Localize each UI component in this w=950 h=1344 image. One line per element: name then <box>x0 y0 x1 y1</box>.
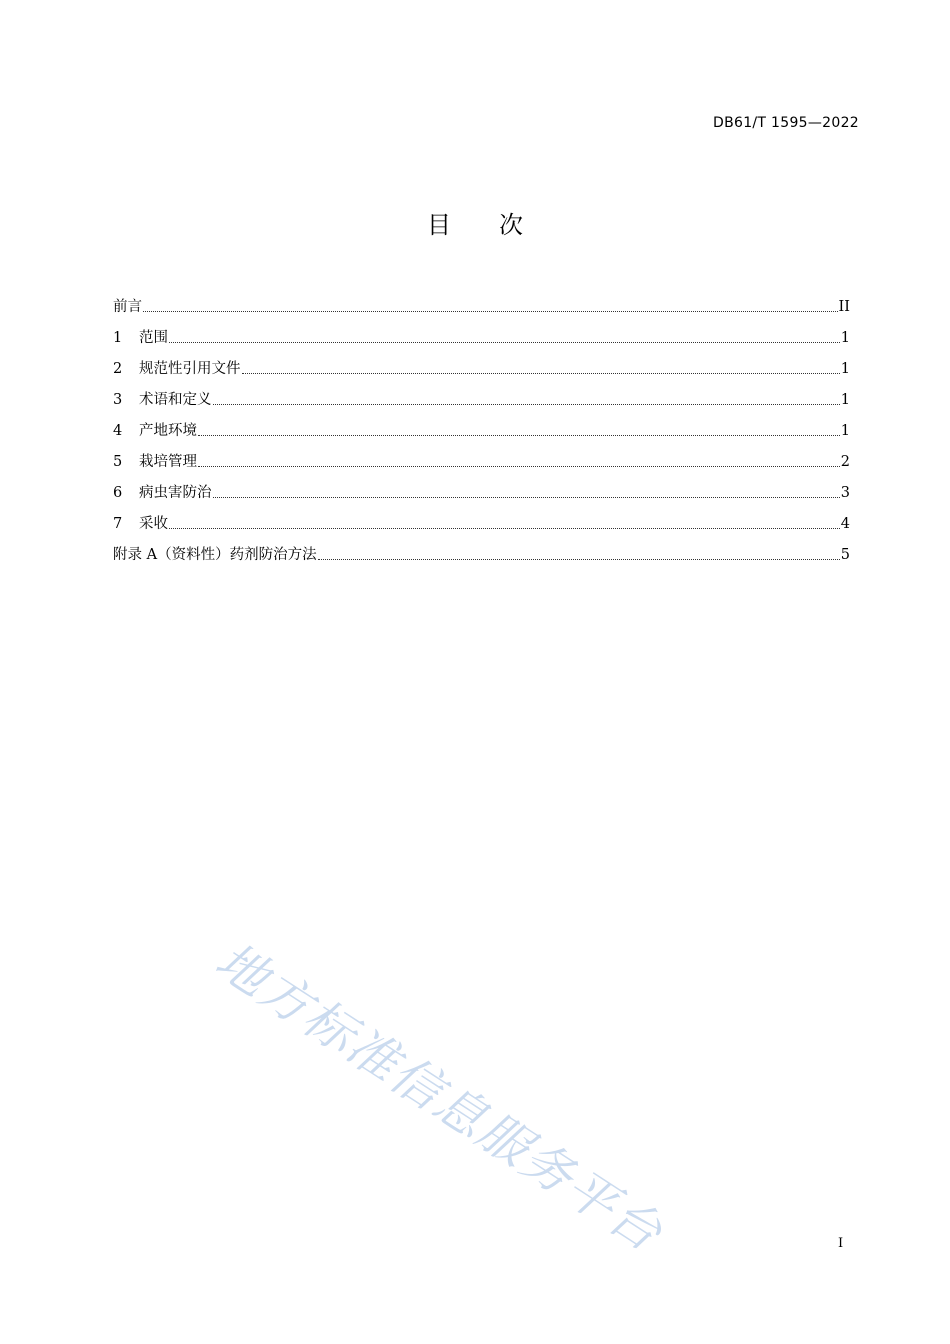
toc-entry-scope[interactable] <box>113 317 850 348</box>
toc-label: 前言 <box>113 299 142 315</box>
toc-page-number: 2 <box>840 454 850 470</box>
toc-number: 5 <box>113 454 123 470</box>
toc-number: 3 <box>113 392 123 408</box>
toc-leader-dots <box>143 310 838 312</box>
toc-page-number: 1 <box>840 392 850 408</box>
toc-leader-dots <box>213 496 840 498</box>
toc-leader-dots <box>169 341 840 343</box>
toc-entry-terms-definitions[interactable] <box>113 379 850 410</box>
standard-code: DB61/T 1595—2022 <box>713 115 859 131</box>
toc-label: 病虫害防治 <box>139 485 212 501</box>
toc-entry-production-environment[interactable] <box>113 410 850 441</box>
toc-label: 术语和定义 <box>139 392 212 408</box>
toc-label: 产地环境 <box>139 423 197 439</box>
toc-page-number: 1 <box>840 423 850 439</box>
toc-leader-dots <box>318 558 840 560</box>
toc-leader-dots <box>198 465 840 467</box>
toc-leader-dots <box>198 434 840 436</box>
page-title <box>0 205 950 240</box>
toc-entry-normative-references[interactable] <box>113 348 850 379</box>
toc-leader-dots <box>213 403 840 405</box>
toc-page-number: II <box>838 299 850 315</box>
title-char-2: 次 <box>499 211 523 239</box>
toc-label: 栽培管理 <box>139 454 197 470</box>
toc-label: 采收 <box>139 516 168 532</box>
toc-number: 2 <box>113 361 123 377</box>
toc-entry-appendix-a[interactable] <box>113 534 850 565</box>
toc-leader-dots <box>169 527 840 529</box>
toc-page-number: 1 <box>840 330 850 346</box>
toc-label: 附录 A（资料性）药剂防治方法 <box>113 547 317 563</box>
toc-page-number: 4 <box>840 516 850 532</box>
toc-label: 范围 <box>139 330 168 346</box>
toc-number: 1 <box>113 330 123 346</box>
toc-label: 规范性引用文件 <box>139 361 241 377</box>
toc-leader-dots <box>242 372 840 374</box>
table-of-contents <box>113 286 850 565</box>
toc-page-number: 1 <box>840 361 850 377</box>
toc-page-number: 5 <box>840 547 850 563</box>
toc-page-number: 3 <box>840 485 850 501</box>
toc-number: 6 <box>113 485 123 501</box>
title-char-1: 目 <box>427 211 451 239</box>
toc-number: 4 <box>113 423 123 439</box>
toc-entry-pest-control[interactable] <box>113 472 850 503</box>
footer-page-number: I <box>838 1236 844 1251</box>
toc-number: 7 <box>113 516 123 532</box>
watermark: 地方标准信息服务平台 <box>205 931 674 1264</box>
toc-entry-harvest[interactable] <box>113 503 850 534</box>
toc-entry-cultivation-management[interactable] <box>113 441 850 472</box>
toc-entry-foreword[interactable] <box>113 286 850 317</box>
